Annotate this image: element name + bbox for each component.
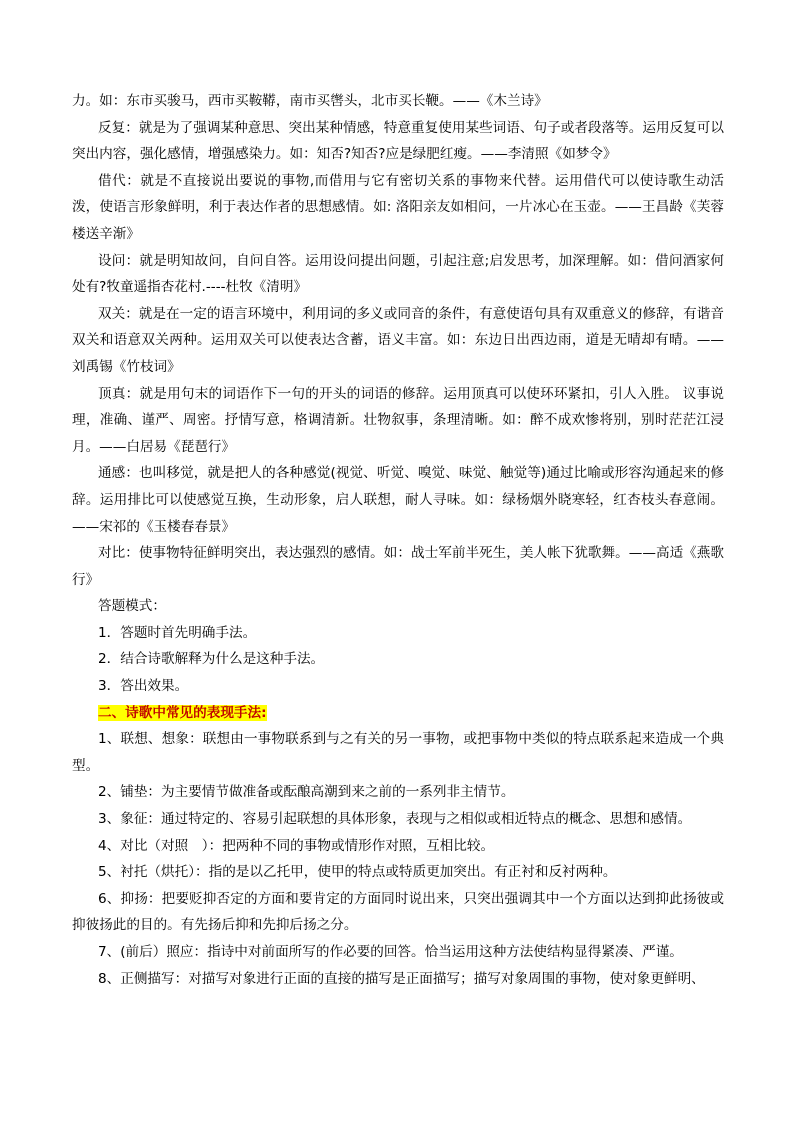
- technique-item-3: 3、象征：通过特定的、容易引起联想的具体形象，表现与之相似或相近特点的概念、思想和感情。: [98, 811, 692, 828]
- section-heading: [72, 700, 724, 727]
- answer-step-3: 3．答出效果。: [98, 678, 189, 695]
- technique-item-8: 8、正侧描写：对描写对象进行正面的直接的描写是正面描写；描写对象周围的事物，使对象更鲜明、: [98, 970, 705, 987]
- paragraph-rhetoric-fanfu: 反复：就是为了强调某种意思、突出某种情感，特意重复使用某些词语、句子或者段落等。运用反复可以突出内容，强化感情，增强感染力。如：知否?知否?应是绿肥红瘦。——李清照《如梦令》: [72, 119, 724, 163]
- technique-item-2: 2、铺垫：为主要情节做准备或酝酿高潮到来之前的一系列非主情节。: [98, 784, 515, 801]
- technique-item-4: 4、对比（对照 ）：把两种不同的事物或情形作对照，互相比较。: [98, 837, 495, 854]
- answer-step-1: 1．答题时首先明确手法。: [98, 624, 257, 641]
- paragraph-rhetoric-jiedai: 借代：就是不直接说出要说的事物,而借用与它有密切关系的事物来代替。运用借代可以使诗歌生动活泼，使语言形象鲜明，利于表达作者的思想感情。如: 洛阳亲友如相问，一片冰心在玉壶。——王昌龄《芙蓉楼送辛渐》: [72, 172, 724, 242]
- section-heading-highlight: 二、诗歌中常见的表现手法:: [98, 704, 267, 721]
- paragraph-rhetoric-paiju-end: 力。如：东市买骏马，西市买鞍鞯，南市买辔头，北市买长鞭。——《木兰诗》: [72, 93, 548, 109]
- paragraph-rhetoric-tonggan: 通感：也叫移觉，就是把人的各种感觉(视觉、听觉、嗅觉、味觉、触觉等)通过比喻或形容沟通起来的修辞。运用排比可以使感觉互换，生动形象，启人联想，耐人寻味。如：绿杨烟外晓寒轻，红杏枝头春意闹。——宋祁的《玉楼春春景》: [72, 465, 724, 535]
- paragraph-rhetoric-dingzhen: 顶真：就是用句末的词语作下一句的开头的词语的修辞。运用顶真可以使环环紧扣，引人入胜。 议事说理，准确、谨严、周密。抒情写意，格调清新。壮物叙事，条理清晰。如：醉不成欢惨将别，别时茫茫江浸月。——白居易《琵琶行》: [72, 385, 724, 455]
- answer-step-2: 2．结合诗歌解释为什么是这种手法。: [98, 651, 325, 668]
- paragraph-rhetoric-shuangguan: 双关：就是在一定的语言环境中，利用词的多义或同音的条件，有意使语句具有双重意义的修辞，有谐音双关和语意双关两种。运用双关可以使表达含蓄，语义丰富。如：东边日出西边雨，道是无晴却有晴。——刘禹锡《竹枝词》: [72, 305, 724, 375]
- technique-item-1: 1、联想、想象：联想由一事物联系到与之有关的另一事物，或把事物中类似的特点联系起来造成一个典型。: [72, 731, 724, 774]
- paragraph-rhetoric-shewen: 设问：就是明知故问，自问自答。运用设问提出问题，引起注意;启发思考，加深理解。如：借问酒家何处有?牧童遥指杏花村.----杜牧《清明》: [72, 252, 724, 296]
- technique-item-5: 5、衬托（烘托）：指的是以乙托甲，使甲的特点或特质更加突出。有正衬和反衬两种。: [98, 864, 617, 881]
- paragraph-rhetoric-duibi: 对比：使事物特征鲜明突出，表达强烈的感情。如：战士军前半死生，美人帐下犹歌舞。——高适《燕歌行》: [72, 545, 724, 588]
- answer-pattern-title: 答题模式：: [98, 598, 166, 615]
- technique-item-7: 7、(前后）照应：指诗中对前面所写的作必要的回答。恰当运用这种方法使结构显得紧凑、严谨。: [98, 944, 683, 960]
- document-page: [72, 88, 724, 992]
- technique-item-6: 6、抑扬：把要贬抑否定的方面和要肯定的方面同时说出来，只突出强调其中一个方面以达到抑此扬彼或抑彼扬此的目的。有先扬后抑和先抑后扬之分。: [72, 890, 724, 934]
